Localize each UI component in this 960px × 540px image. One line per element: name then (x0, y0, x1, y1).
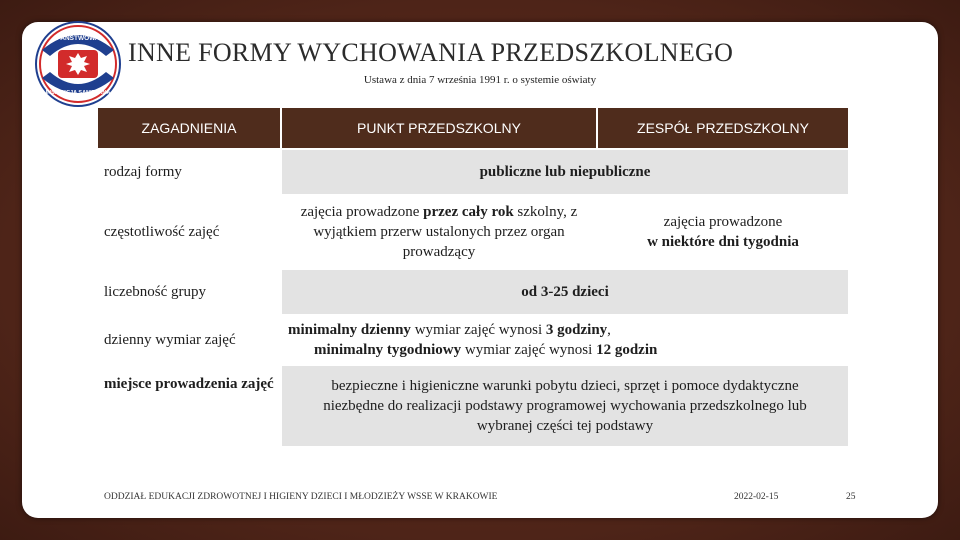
table-row (98, 316, 848, 364)
cell-place-value: bezpieczne i higieniczne warunki pobytu dzieci, sprzęt i pomoce dydaktyczne niezbędne do realizacji podstawy programowej wychowania przedszkolnego lub wybranej części tej podstawy (282, 366, 848, 446)
table-row (98, 270, 848, 314)
table-row (98, 366, 848, 446)
comparison-table (96, 106, 850, 448)
row-label-form: rodzaj formy (98, 150, 280, 194)
row-label-daily: dzienny wymiar zajęć (98, 316, 280, 364)
header-zagadnienia: ZAGADNIENIA (98, 108, 280, 148)
eagle-icon (66, 53, 90, 75)
header-zespol: ZESPÓŁ PRZEDSZKOLNY (598, 108, 848, 148)
cell-daily-value: minimalny dzienny wymiar zajęć wynosi 3 godziny, minimalny tygodniowy wymiar zajęć wynosi 12 godzin (282, 316, 848, 364)
cell-form-value: publiczne lub niepubliczne (282, 150, 848, 194)
header-punkt: PUNKT PRZEDSZKOLNY (282, 108, 596, 148)
row-label-place: miejsce prowadzenia zajęć (98, 366, 280, 446)
cell-group-value: od 3-25 dzieci (282, 270, 848, 314)
page-subtitle: Ustawa z dnia 7 września 1991 r. o systemie oświaty (363, 74, 597, 86)
cell-frequency-punkt: zajęcia prowadzone przez cały rok szkolny, z wyjątkiem przerw ustalonych przez organ prowadzący (282, 196, 596, 268)
footer-date: 2022-02-15 (734, 492, 779, 502)
table-row (98, 196, 848, 268)
cell-frequency-zespol: zajęcia prowadzone w niektóre dni tygodnia (598, 196, 848, 268)
row-label-group: liczebność grupy (98, 270, 280, 314)
logo-text-bottom: INSPEKCJA SANITARNA (45, 90, 111, 96)
row-label-frequency: częstotliwość zajęć (98, 196, 280, 268)
page-title: INNE FORMY WYCHOWANIA PRZEDSZKOLNEGO (128, 38, 734, 67)
table-row (98, 150, 848, 194)
footer-page-number: 25 (846, 492, 856, 502)
table-header-row (98, 108, 848, 148)
footer-department: ODDZIAŁ EDUKACJI ZDROWOTNEJ I HIGIENY DZIECI I MŁODZIEŻY WSSE W KRAKOWIE (104, 492, 498, 502)
logo-text-top: PAŃSTWOWA (56, 35, 100, 42)
sanitary-inspection-logo (34, 20, 122, 108)
